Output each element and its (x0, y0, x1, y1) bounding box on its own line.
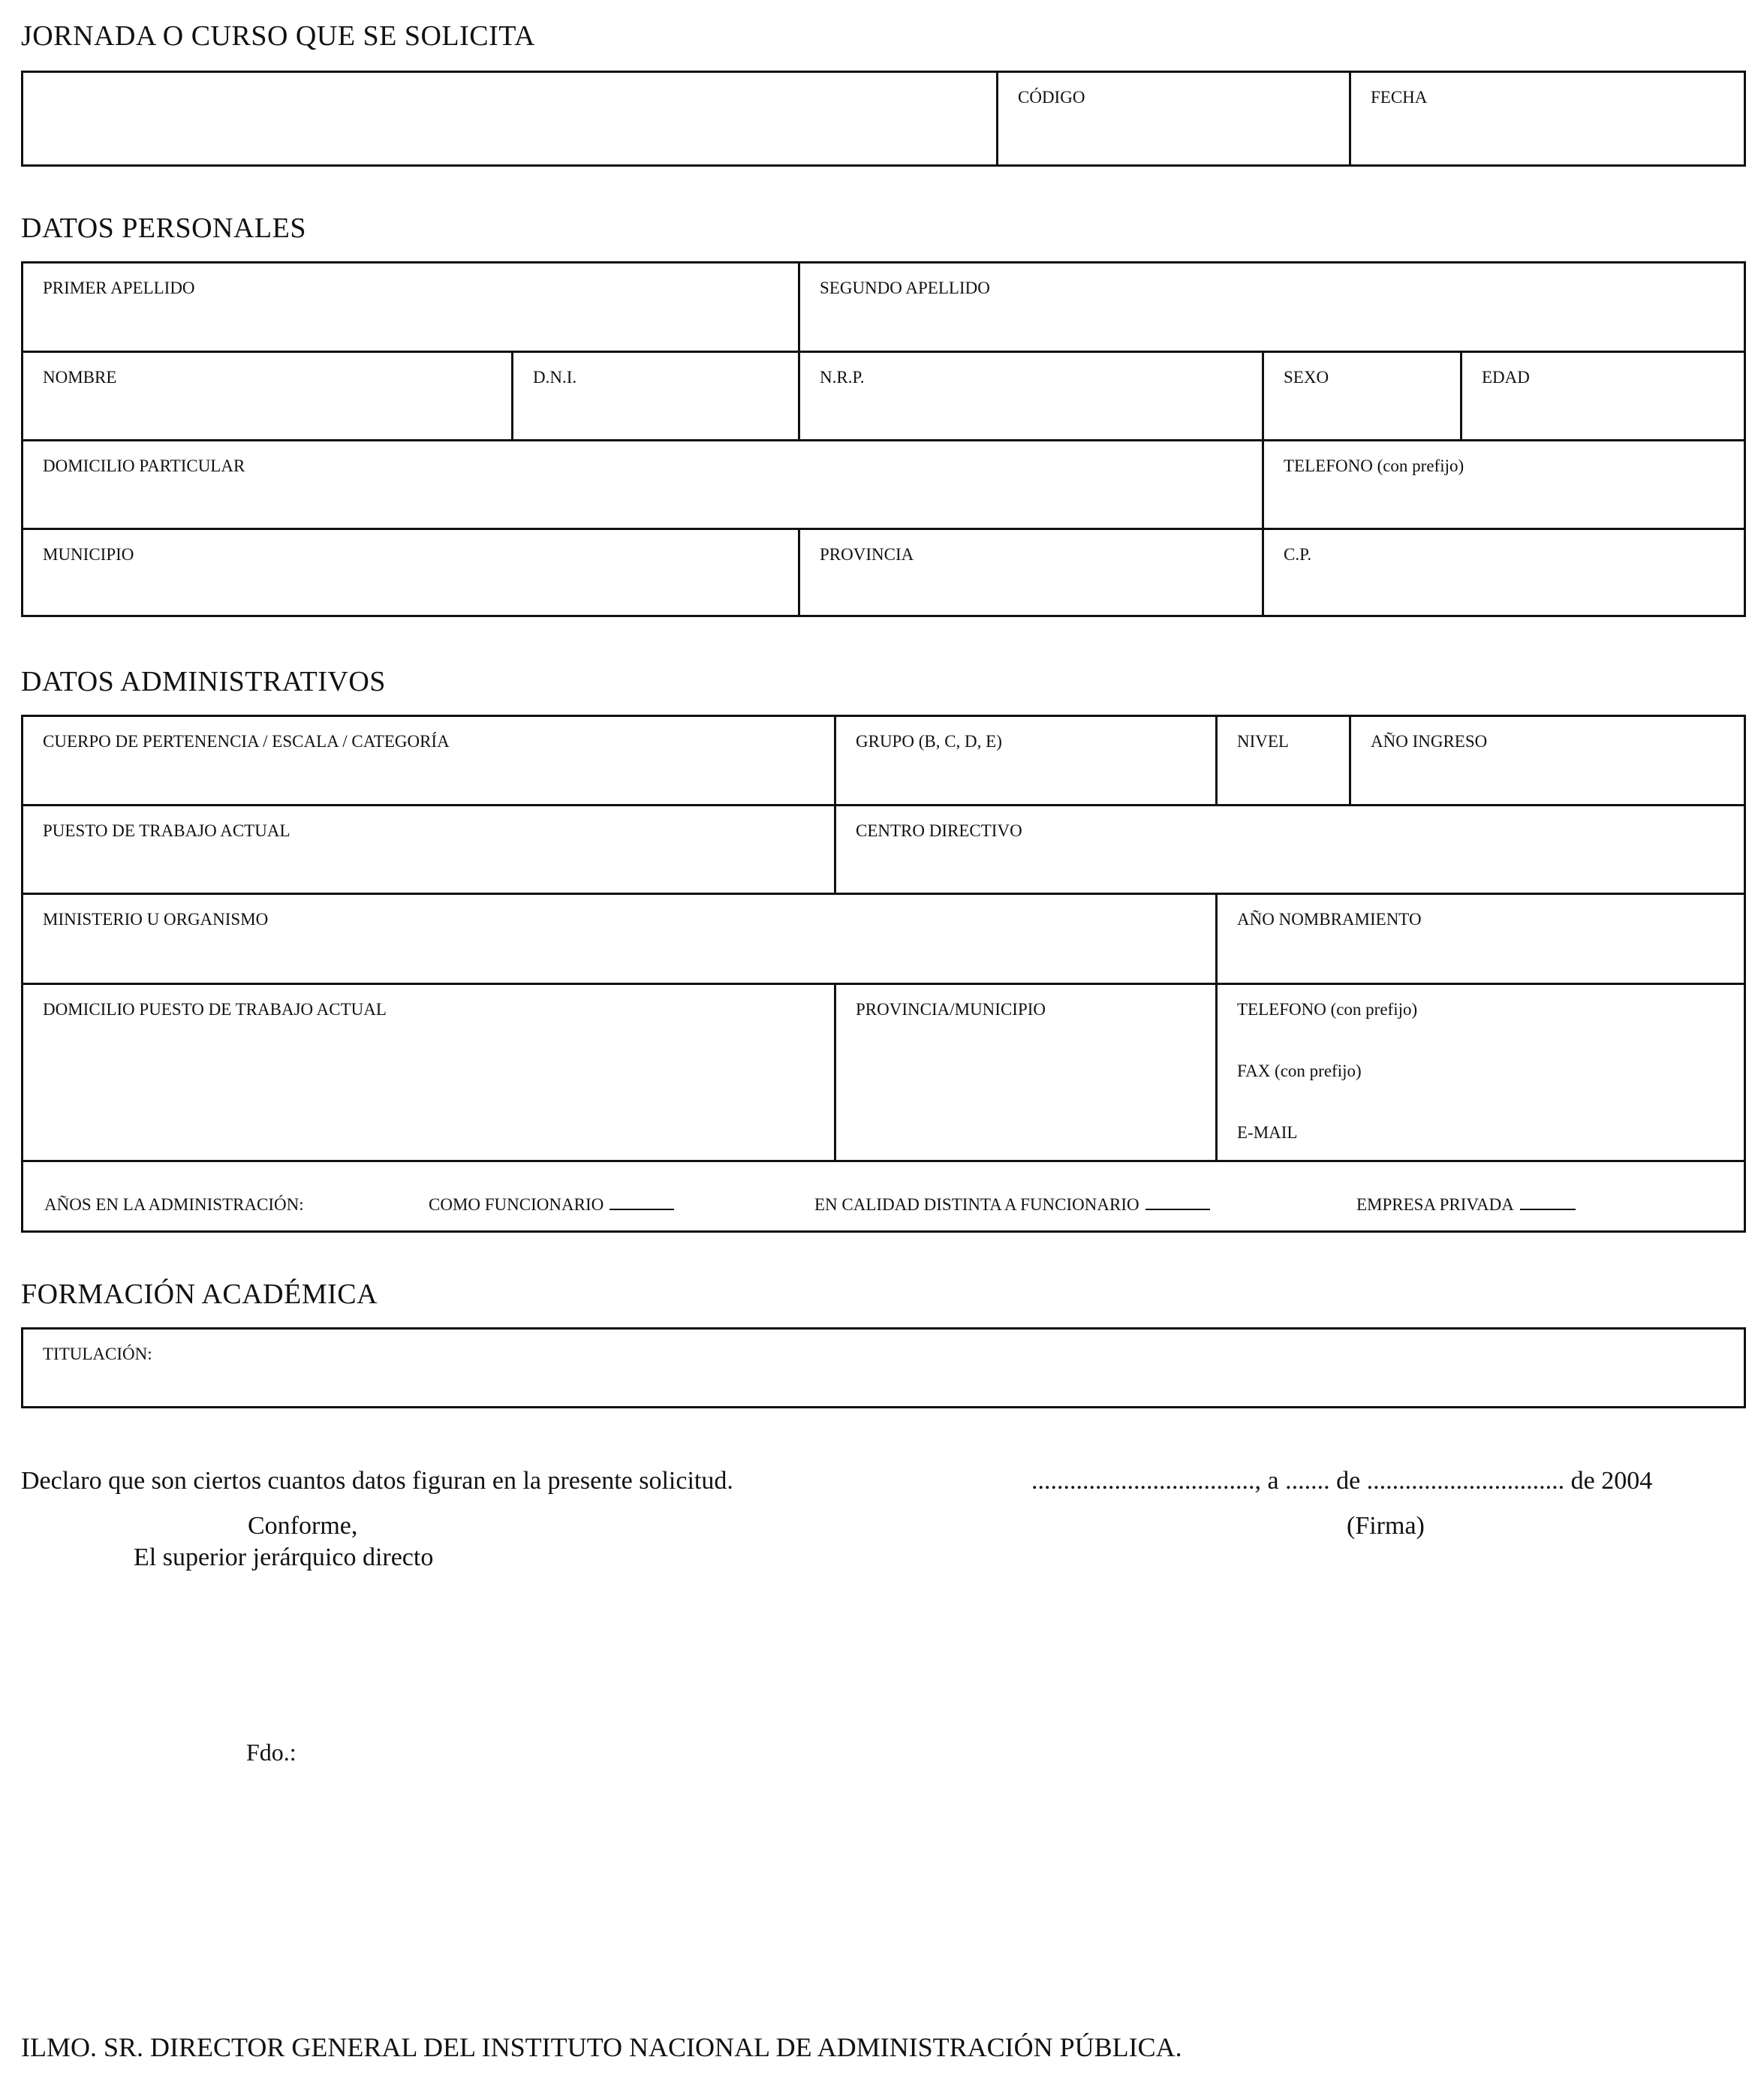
fecha-label: FECHA (1371, 88, 1428, 107)
superior-text: El superior jerárquico directo (134, 1543, 434, 1571)
segundo-apellido-label: SEGUNDO APELLIDO (820, 279, 990, 297)
telefono-label: TELEFONO (con prefijo) (1284, 456, 1464, 475)
domicilio-field[interactable] (23, 441, 1262, 528)
form-row (23, 893, 1744, 983)
cp-label: C.P. (1284, 545, 1312, 564)
nrp-label: N.R.P. (820, 368, 865, 387)
anio-ingreso-label: AÑO INGRESO (1371, 732, 1488, 751)
telefono-trabajo-label: TELEFONO (con prefijo) (1237, 1000, 1418, 1019)
telefono-field[interactable] (1262, 441, 1744, 528)
calidad-distinta-item[interactable] (814, 1195, 1210, 1215)
section-title-formacion: FORMACIÓN ACADÉMICA (21, 1278, 378, 1310)
provincia-label: PROVINCIA (820, 545, 914, 564)
anio-ingreso-field[interactable] (1349, 717, 1744, 806)
conforme-text: Conforme, (248, 1512, 358, 1540)
titulacion-field[interactable] (23, 1330, 1744, 1406)
puesto-field[interactable] (23, 806, 834, 893)
anios-admin-label: AÑOS EN LA ADMINISTRACIÓN: (44, 1195, 304, 1214)
nivel-field[interactable] (1215, 717, 1349, 806)
provincia-municipio-label: PROVINCIA/MUNICIPIO (856, 1000, 1046, 1019)
form-row (23, 264, 1744, 352)
ministerio-field[interactable] (23, 895, 1215, 983)
domicilio-puesto-field[interactable] (23, 985, 834, 1160)
empresa-privada-item[interactable] (1356, 1195, 1576, 1215)
municipio-label: MUNICIPIO (43, 545, 134, 564)
cp-field[interactable] (1262, 530, 1744, 615)
municipio-field[interactable] (23, 530, 798, 615)
dni-field[interactable] (511, 353, 798, 439)
nombre-field[interactable] (23, 353, 511, 439)
titulacion-label: TITULACIÓN: (43, 1345, 152, 1363)
segundo-apellido-field[interactable] (798, 264, 1744, 352)
section-title-datos-administrativos: DATOS ADMINISTRATIVOS (21, 666, 386, 697)
fecha-linea[interactable]: ..................................., a ....... de ............................... de 2004 (1031, 1467, 1653, 1495)
cuerpo-label: CUERPO DE PERTENENCIA / ESCALA / CATEGORÍA (43, 732, 450, 751)
como-funcionario-blank[interactable] (610, 1209, 674, 1210)
fax-label: FAX (con prefijo) (1237, 1062, 1362, 1080)
form-row (23, 717, 1744, 806)
nrp-field[interactable] (798, 353, 1262, 439)
empresa-privada-label: EMPRESA PRIVADA (1356, 1195, 1514, 1214)
form-row (23, 804, 1744, 893)
curso-field[interactable] (23, 73, 996, 164)
calidad-distinta-label: EN CALIDAD DISTINTA A FUNCIONARIO (814, 1195, 1139, 1214)
jornada-grid (21, 71, 1746, 167)
puesto-label: PUESTO DE TRABAJO ACTUAL (43, 821, 290, 840)
cuerpo-field[interactable] (23, 717, 834, 806)
codigo-field[interactable] (996, 73, 1349, 164)
domicilio-label: DOMICILIO PARTICULAR (43, 456, 245, 475)
anios-row (23, 1160, 1744, 1230)
sexo-label: SEXO (1284, 368, 1329, 387)
provincia-municipio-field[interactable] (834, 985, 1215, 1160)
anio-nombramiento-label: AÑO NOMBRAMIENTO (1237, 910, 1422, 929)
empresa-privada-blank[interactable] (1520, 1209, 1576, 1210)
codigo-label: CÓDIGO (1018, 88, 1085, 107)
centro-field[interactable] (834, 806, 1744, 893)
declaracion-text: Declaro que son ciertos cuantos datos figuran en la presente solicitud. (21, 1467, 733, 1495)
edad-field[interactable] (1460, 353, 1744, 439)
centro-label: CENTRO DIRECTIVO (856, 821, 1022, 840)
datos-administrativos-grid (21, 715, 1746, 1233)
provincia-field[interactable] (798, 530, 1262, 615)
domicilio-puesto-label: DOMICILIO PUESTO DE TRABAJO ACTUAL (43, 1000, 387, 1019)
fdo-label: Fdo.: (246, 1739, 297, 1766)
calidad-distinta-blank[interactable] (1145, 1209, 1210, 1210)
sexo-field[interactable] (1262, 353, 1460, 439)
destinatario-text: ILMO. SR. DIRECTOR GENERAL DEL INSTITUTO NACIONAL DE ADMINISTRACIÓN PÚBLICA. (21, 2032, 1182, 2062)
firma-label: (Firma) (1347, 1512, 1425, 1540)
email-label: E-MAIL (1237, 1123, 1298, 1142)
datos-personales-grid (21, 261, 1746, 617)
form-row (23, 983, 1744, 1160)
formacion-grid (21, 1327, 1746, 1408)
form-row (23, 439, 1744, 528)
contacto-field[interactable] (1215, 985, 1744, 1160)
section-title-jornada: JORNADA O CURSO QUE SE SOLICITA (21, 20, 535, 52)
ministerio-label: MINISTERIO U ORGANISMO (43, 910, 269, 929)
primer-apellido-field[interactable] (23, 264, 798, 352)
section-title-datos-personales: DATOS PERSONALES (21, 212, 306, 244)
nombre-label: NOMBRE (43, 368, 117, 387)
grupo-label: GRUPO (B, C, D, E) (856, 732, 1002, 751)
form-row (23, 528, 1744, 615)
anio-nombramiento-field[interactable] (1215, 895, 1744, 983)
grupo-field[interactable] (834, 717, 1215, 806)
nivel-label: NIVEL (1237, 732, 1289, 751)
fecha-field[interactable] (1349, 73, 1744, 164)
como-funcionario-label: COMO FUNCIONARIO (429, 1195, 604, 1214)
como-funcionario-item[interactable] (429, 1195, 674, 1215)
dni-label: D.N.I. (533, 368, 577, 387)
form-row (23, 351, 1744, 439)
edad-label: EDAD (1482, 368, 1530, 387)
primer-apellido-label: PRIMER APELLIDO (43, 279, 195, 297)
